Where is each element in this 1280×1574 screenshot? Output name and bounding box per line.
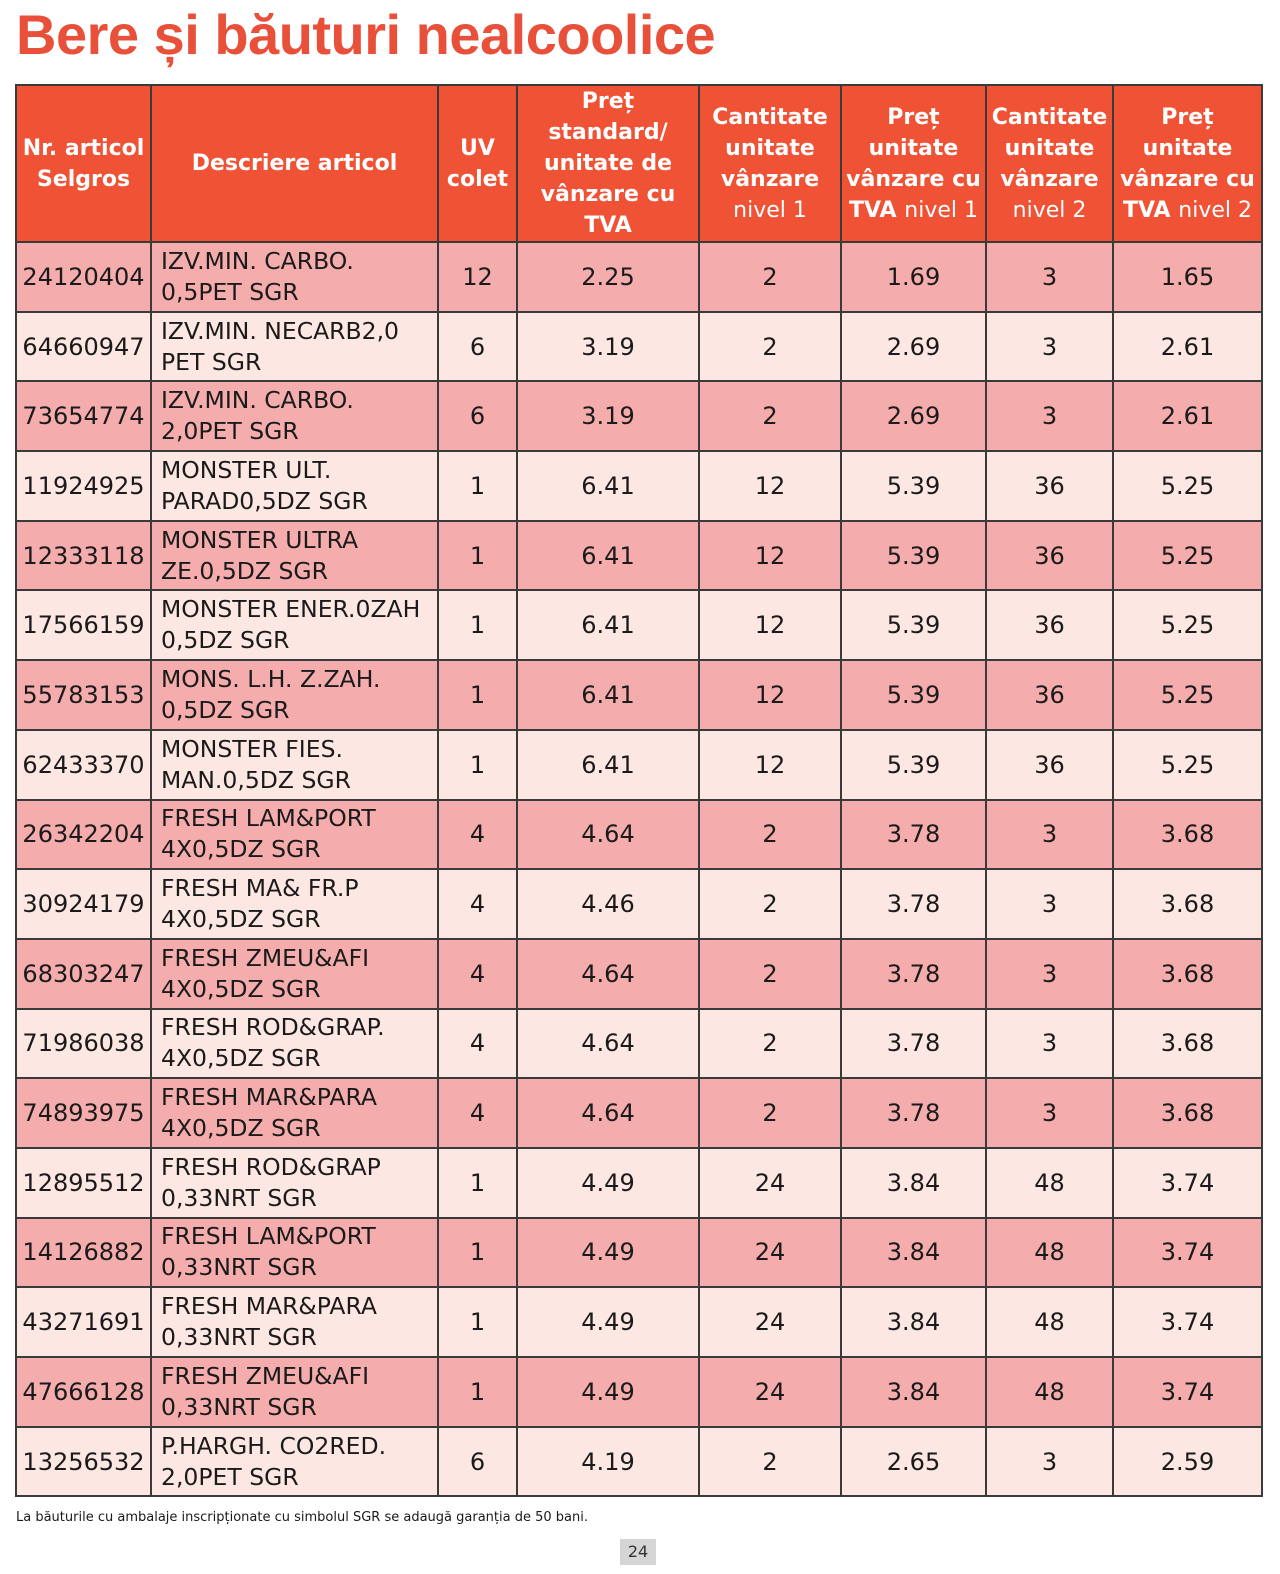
header-label: Preț unitate vânzare cu TVA — [1120, 104, 1255, 223]
standard-price-cell: 4.64 — [517, 800, 699, 870]
qty-level-1-cell: 12 — [699, 660, 841, 730]
description-cell: IZV.MIN. NECARB2,0 PET SGR — [151, 312, 438, 382]
uv-colet-cell: 1 — [438, 521, 517, 591]
description-cell: MONSTER ULTRA ZE.0,5DZ SGR — [151, 521, 438, 591]
uv-colet-cell: 1 — [438, 451, 517, 521]
price-level-2-cell: 5.25 — [1113, 590, 1262, 660]
price-level-2-cell: 3.68 — [1113, 800, 1262, 870]
standard-price-cell: 4.49 — [517, 1148, 699, 1218]
qty-level-1-cell: 24 — [699, 1357, 841, 1427]
description-cell: IZV.MIN. CARBO. 2,0PET SGR — [151, 381, 438, 451]
price-level-2-cell: 3.74 — [1113, 1218, 1262, 1288]
article-number-cell: 30924179 — [16, 869, 151, 939]
header-standard-price — [517, 85, 699, 242]
price-level-2-cell: 3.68 — [1113, 939, 1262, 1009]
qty-level-2-cell: 3 — [986, 800, 1113, 870]
uv-colet-cell: 4 — [438, 939, 517, 1009]
header-label: Preț unitate vânzare cu TVA — [846, 104, 981, 223]
table-row — [16, 451, 1262, 521]
price-level-2-cell: 3.74 — [1113, 1357, 1262, 1427]
price-level-2-cell: 5.25 — [1113, 730, 1262, 800]
standard-price-cell: 2.25 — [517, 242, 699, 312]
price-level-2-cell: 2.61 — [1113, 381, 1262, 451]
description-cell: FRESH LAM&PORT 4X0,5DZ SGR — [151, 800, 438, 870]
article-number-cell: 71986038 — [16, 1009, 151, 1079]
qty-level-1-cell: 2 — [699, 939, 841, 1009]
price-level-2-cell: 5.25 — [1113, 521, 1262, 591]
uv-colet-cell: 4 — [438, 1009, 517, 1079]
standard-price-cell: 3.19 — [517, 312, 699, 382]
table-row — [16, 1148, 1262, 1218]
article-number-cell: 62433370 — [16, 730, 151, 800]
article-number-cell: 73654774 — [16, 381, 151, 451]
qty-level-1-cell: 24 — [699, 1148, 841, 1218]
header-label: Preț standard/ unitate de vânzare cu TVA — [540, 89, 676, 238]
price-level-1-cell: 3.84 — [841, 1357, 986, 1427]
page-title: Bere și băuturi nealcoolice — [16, 3, 716, 66]
price-level-1-cell: 3.78 — [841, 800, 986, 870]
price-level-1-cell: 3.84 — [841, 1218, 986, 1288]
table-row — [16, 730, 1262, 800]
price-level-2-cell: 3.68 — [1113, 1078, 1262, 1148]
article-number-cell: 13256532 — [16, 1427, 151, 1497]
header-price-level-1 — [841, 85, 986, 242]
table-row — [16, 1287, 1262, 1357]
qty-level-1-cell: 2 — [699, 381, 841, 451]
uv-colet-cell: 1 — [438, 1148, 517, 1218]
qty-level-2-cell: 3 — [986, 1009, 1113, 1079]
standard-price-cell: 6.41 — [517, 660, 699, 730]
qty-level-1-cell: 2 — [699, 869, 841, 939]
qty-level-2-cell: 3 — [986, 869, 1113, 939]
description-cell: FRESH ZMEU&AFI 4X0,5DZ SGR — [151, 939, 438, 1009]
description-cell: FRESH ROD&GRAP. 4X0,5DZ SGR — [151, 1009, 438, 1079]
article-number-cell: 11924925 — [16, 451, 151, 521]
qty-level-1-cell: 12 — [699, 521, 841, 591]
price-level-2-cell: 3.74 — [1113, 1287, 1262, 1357]
description-cell: MONSTER ENER.0ZAH 0,5DZ SGR — [151, 590, 438, 660]
qty-level-1-cell: 2 — [699, 1009, 841, 1079]
qty-level-2-cell: 3 — [986, 1427, 1113, 1497]
table-row — [16, 1427, 1262, 1497]
qty-level-1-cell: 24 — [699, 1287, 841, 1357]
header-level: nivel 1 — [733, 197, 807, 223]
article-number-cell: 17566159 — [16, 590, 151, 660]
qty-level-2-cell: 3 — [986, 312, 1113, 382]
description-cell: FRESH LAM&PORT 0,33NRT SGR — [151, 1218, 438, 1288]
qty-level-2-cell: 3 — [986, 242, 1113, 312]
qty-level-2-cell: 36 — [986, 590, 1113, 660]
table-row — [16, 660, 1262, 730]
header-uv-colet — [438, 85, 517, 242]
qty-level-2-cell: 48 — [986, 1148, 1113, 1218]
price-level-1-cell: 3.84 — [841, 1148, 986, 1218]
description-cell: FRESH ZMEU&AFI 0,33NRT SGR — [151, 1357, 438, 1427]
standard-price-cell: 6.41 — [517, 451, 699, 521]
description-cell: IZV.MIN. CARBO. 0,5PET SGR — [151, 242, 438, 312]
header-level: nivel 1 — [904, 197, 978, 223]
price-level-1-cell: 5.39 — [841, 451, 986, 521]
header-label: Nr. articol Selgros — [22, 135, 145, 192]
standard-price-cell: 6.41 — [517, 730, 699, 800]
header-label: Descriere articol — [191, 151, 398, 176]
article-number-cell: 43271691 — [16, 1287, 151, 1357]
description-cell: MONS. L.H. Z.ZAH. 0,5DZ SGR — [151, 660, 438, 730]
description-cell: MONSTER FIES. MAN.0,5DZ SGR — [151, 730, 438, 800]
uv-colet-cell: 6 — [438, 381, 517, 451]
article-number-cell: 12895512 — [16, 1148, 151, 1218]
price-level-1-cell: 3.78 — [841, 869, 986, 939]
price-table — [15, 84, 1263, 1497]
qty-level-2-cell: 48 — [986, 1357, 1113, 1427]
price-level-1-cell: 2.65 — [841, 1427, 986, 1497]
standard-price-cell: 4.64 — [517, 1009, 699, 1079]
header-qty-level-2 — [986, 85, 1113, 242]
article-number-cell: 24120404 — [16, 242, 151, 312]
qty-level-1-cell: 2 — [699, 242, 841, 312]
qty-level-2-cell: 3 — [986, 1078, 1113, 1148]
page-number: 24 — [620, 1539, 656, 1565]
standard-price-cell: 4.49 — [517, 1357, 699, 1427]
qty-level-2-cell: 48 — [986, 1287, 1113, 1357]
standard-price-cell: 4.49 — [517, 1218, 699, 1288]
description-cell: P.HARGH. CO2RED. 2,0PET SGR — [151, 1427, 438, 1497]
uv-colet-cell: 1 — [438, 1357, 517, 1427]
table-header-row — [16, 85, 1262, 242]
standard-price-cell: 6.41 — [517, 590, 699, 660]
table-row — [16, 800, 1262, 870]
price-level-2-cell: 3.68 — [1113, 869, 1262, 939]
price-level-1-cell: 3.78 — [841, 1009, 986, 1079]
table-row — [16, 1218, 1262, 1288]
price-level-2-cell: 5.25 — [1113, 451, 1262, 521]
uv-colet-cell: 1 — [438, 730, 517, 800]
price-level-2-cell: 3.68 — [1113, 1009, 1262, 1079]
qty-level-1-cell: 2 — [699, 1078, 841, 1148]
uv-colet-cell: 4 — [438, 1078, 517, 1148]
qty-level-1-cell: 12 — [699, 451, 841, 521]
standard-price-cell: 4.64 — [517, 1078, 699, 1148]
price-level-1-cell: 5.39 — [841, 730, 986, 800]
price-level-1-cell: 2.69 — [841, 312, 986, 382]
table-row — [16, 381, 1262, 451]
table-row — [16, 590, 1262, 660]
article-number-cell: 26342204 — [16, 800, 151, 870]
uv-colet-cell: 4 — [438, 800, 517, 870]
uv-colet-cell: 1 — [438, 1287, 517, 1357]
standard-price-cell: 6.41 — [517, 521, 699, 591]
table-row — [16, 939, 1262, 1009]
table-row — [16, 1078, 1262, 1148]
qty-level-1-cell: 2 — [699, 312, 841, 382]
standard-price-cell: 4.64 — [517, 939, 699, 1009]
qty-level-1-cell: 24 — [699, 1218, 841, 1288]
uv-colet-cell: 12 — [438, 242, 517, 312]
price-level-2-cell: 2.59 — [1113, 1427, 1262, 1497]
header-article-number — [16, 85, 151, 242]
price-level-1-cell: 3.78 — [841, 1078, 986, 1148]
price-level-1-cell: 5.39 — [841, 521, 986, 591]
qty-level-1-cell: 2 — [699, 800, 841, 870]
uv-colet-cell: 1 — [438, 660, 517, 730]
uv-colet-cell: 1 — [438, 1218, 517, 1288]
table-row — [16, 1357, 1262, 1427]
qty-level-1-cell: 12 — [699, 590, 841, 660]
article-number-cell: 55783153 — [16, 660, 151, 730]
article-number-cell: 74893975 — [16, 1078, 151, 1148]
uv-colet-cell: 6 — [438, 312, 517, 382]
standard-price-cell: 4.46 — [517, 869, 699, 939]
header-level: nivel 2 — [1178, 197, 1252, 223]
qty-level-2-cell: 36 — [986, 660, 1113, 730]
table-row — [16, 869, 1262, 939]
price-level-2-cell: 3.74 — [1113, 1148, 1262, 1218]
article-number-cell: 12333118 — [16, 521, 151, 591]
qty-level-2-cell: 36 — [986, 451, 1113, 521]
price-level-1-cell: 5.39 — [841, 660, 986, 730]
article-number-cell: 47666128 — [16, 1357, 151, 1427]
uv-colet-cell: 4 — [438, 869, 517, 939]
description-cell: FRESH MAR&PARA 0,33NRT SGR — [151, 1287, 438, 1357]
price-level-1-cell: 3.84 — [841, 1287, 986, 1357]
qty-level-2-cell: 3 — [986, 381, 1113, 451]
table-row — [16, 242, 1262, 312]
price-level-2-cell: 5.25 — [1113, 660, 1262, 730]
standard-price-cell: 3.19 — [517, 381, 699, 451]
header-label: Cantitate unitate vânzare — [991, 104, 1108, 192]
uv-colet-cell: 1 — [438, 590, 517, 660]
qty-level-1-cell: 12 — [699, 730, 841, 800]
price-level-1-cell: 5.39 — [841, 590, 986, 660]
article-number-cell: 68303247 — [16, 939, 151, 1009]
qty-level-2-cell: 36 — [986, 521, 1113, 591]
footnote: La băuturile cu ambalaje inscripționate cu simbolul SGR se adaugă garanția de 50 bani. — [16, 1510, 588, 1525]
standard-price-cell: 4.19 — [517, 1427, 699, 1497]
qty-level-2-cell: 3 — [986, 939, 1113, 1009]
article-number-cell: 14126882 — [16, 1218, 151, 1288]
header-price-level-2 — [1113, 85, 1262, 242]
qty-level-2-cell: 48 — [986, 1218, 1113, 1288]
table-row — [16, 312, 1262, 382]
header-description — [151, 85, 438, 242]
description-cell: FRESH MA& FR.P 4X0,5DZ SGR — [151, 869, 438, 939]
header-label: UV colet — [446, 135, 509, 192]
uv-colet-cell: 6 — [438, 1427, 517, 1497]
price-level-2-cell: 1.65 — [1113, 242, 1262, 312]
qty-level-2-cell: 36 — [986, 730, 1113, 800]
description-cell: FRESH MAR&PARA 4X0,5DZ SGR — [151, 1078, 438, 1148]
table-row — [16, 521, 1262, 591]
price-level-1-cell: 3.78 — [841, 939, 986, 1009]
table-row — [16, 1009, 1262, 1079]
qty-level-1-cell: 2 — [699, 1427, 841, 1497]
table-body — [16, 242, 1262, 1496]
header-qty-level-1 — [699, 85, 841, 242]
article-number-cell: 64660947 — [16, 312, 151, 382]
header-label: Cantitate unitate vânzare — [712, 104, 828, 192]
price-level-1-cell: 2.69 — [841, 381, 986, 451]
header-level: nivel 2 — [1012, 197, 1087, 223]
price-level-2-cell: 2.61 — [1113, 312, 1262, 382]
standard-price-cell: 4.49 — [517, 1287, 699, 1357]
price-level-1-cell: 1.69 — [841, 242, 986, 312]
description-cell: MONSTER ULT. PARAD0,5DZ SGR — [151, 451, 438, 521]
description-cell: FRESH ROD&GRAP 0,33NRT SGR — [151, 1148, 438, 1218]
